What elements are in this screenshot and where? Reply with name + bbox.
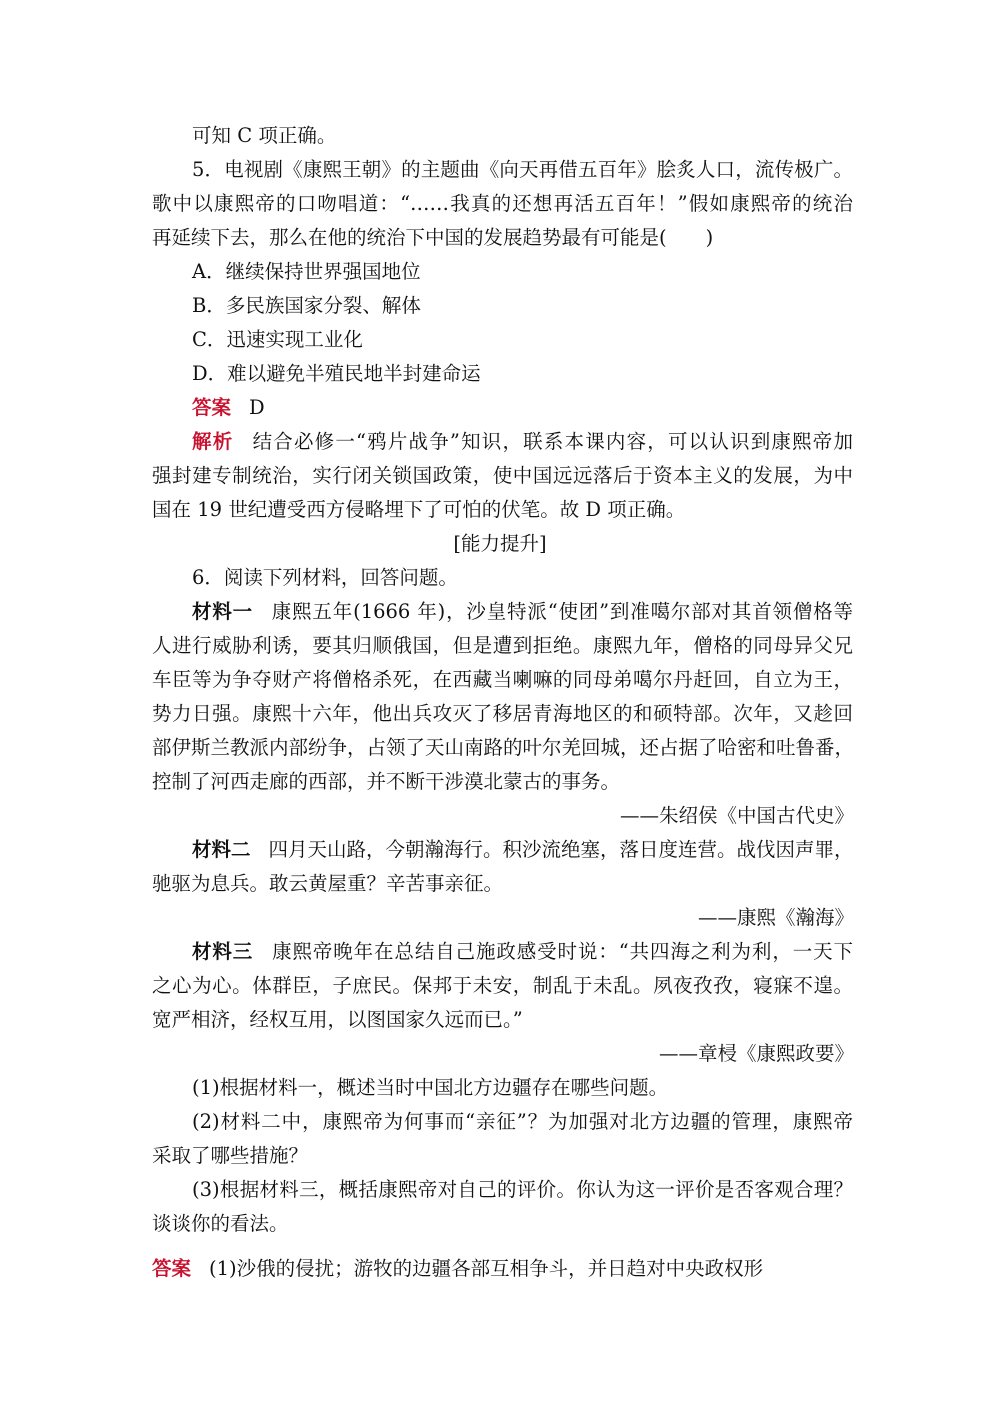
answer-6-line — [152, 1254, 852, 1284]
material-2-label: 材料二 — [192, 838, 251, 861]
answer-6-label: 答案 — [152, 1257, 192, 1280]
section-heading: [能力提升] — [453, 532, 547, 555]
material-3-text: 康熙帝晚年在总结自己施政感受时说：“共四海之利为利，一天下 — [271, 940, 853, 963]
material-2-source: ——康熙《瀚海》 — [697, 906, 854, 929]
option-b: B．多民族国家分裂、解体 — [192, 294, 421, 317]
material-1-source: ——朱绍侯《中国古代史》 — [619, 804, 854, 827]
question-5-stem: 5．电视剧《康熙王朝》的主题曲《向天再借五百年》脍炙人口，流传极广。 — [192, 158, 853, 181]
option-d: D．难以避免半殖民地半封建命运 — [192, 362, 481, 385]
sub-question-3: (3)根据材料三，概括康熙帝对自己的评价。你认为这一评价是否客观合理？ — [192, 1178, 853, 1201]
analysis-text: 结合必修一“鸦片战争”知识，联系本课内容，可以认识到康熙帝加 — [251, 430, 853, 453]
text-line: 歌中以康熙帝的口吻唱道：“……我真的还想再活五百年！”假如康熙帝的统治 — [152, 192, 853, 215]
sub-question-1: (1)根据材料一，概述当时中国北方边疆存在哪些问题。 — [192, 1076, 669, 1099]
text-line: 再延续下去，那么在他的统治下中国的发展趋势最有可能是( ) — [152, 226, 714, 249]
material-3-label: 材料三 — [192, 940, 254, 963]
answer-value: D — [249, 396, 265, 419]
text-line: 控制了河西走廊的西部，并不断干涉漠北蒙古的事务。 — [152, 770, 621, 793]
text-line: 势力日强。康熙十六年，他出兵攻灭了移居青海地区的和硕特部。次年，又趁回 — [152, 702, 853, 725]
text-line: 宽严相济，经权互用，以图国家久远而已。” — [152, 1008, 523, 1031]
material-1-line — [192, 597, 853, 627]
text-line: 之心为心。体群臣，子庶民。保邦于未安，制乱于未乱。夙夜孜孜，寝寐不遑。 — [152, 974, 853, 997]
text-line: 国在 19 世纪遭受西方侵略埋下了可怕的伏笔。故 D 项正确。 — [152, 498, 686, 521]
text-line: 强封建专制统治，实行闭关锁国政策，使中国远远落后于资本主义的发展，为中 — [152, 464, 853, 487]
text-line: 部伊斯兰教派内部纷争，占领了天山南路的叶尔羌回城，还占据了哈密和吐鲁番， — [152, 736, 855, 759]
material-3-source: ——章梫《康熙政要》 — [658, 1042, 854, 1065]
material-3-line — [192, 937, 853, 967]
material-1-label: 材料一 — [192, 600, 253, 623]
question-6-stem: 6．阅读下列材料，回答问题。 — [192, 566, 458, 589]
answer-line — [192, 393, 892, 423]
material-2-text: 四月天山路，今朝瀚海行。积沙流绝塞，落日度连营。战伐因声罪， — [268, 838, 854, 861]
text-line: 可知 C 项正确。 — [192, 124, 337, 147]
text-line: 谈谈你的看法。 — [152, 1212, 289, 1235]
option-a: A．继续保持世界强国地位 — [192, 260, 421, 283]
material-1-text: 康熙五年(1666 年)，沙皇特派“使团”到准噶尔部对其首领僧格等 — [270, 600, 853, 623]
material-2-line — [192, 835, 853, 865]
text-line: 人进行威胁利诱，要其归顺俄国，但是遭到拒绝。康熙九年，僧格的同母异父兄 — [152, 634, 853, 657]
option-c: C．迅速实现工业化 — [192, 328, 363, 351]
answer-label: 答案 — [192, 396, 232, 419]
sub-question-2: (2)材料二中，康熙帝为何事而“亲征”？为加强对北方边疆的管理，康熙帝 — [192, 1110, 853, 1133]
analysis-line — [192, 427, 853, 457]
text-line: 驰驱为息兵。敢云黄屋重？辛苦事亲征。 — [152, 872, 504, 895]
text-line: 车臣等为争夺财产将僧格杀死，在西藏当喇嘛的同母弟噶尔丹赶回，自立为王， — [152, 668, 853, 691]
analysis-label: 解析 — [192, 430, 234, 453]
text-line: 采取了哪些措施？ — [152, 1144, 309, 1167]
answer-6-text: (1)沙俄的侵扰；游牧的边疆各部互相争斗，并日趋对中央政权形 — [209, 1257, 764, 1280]
